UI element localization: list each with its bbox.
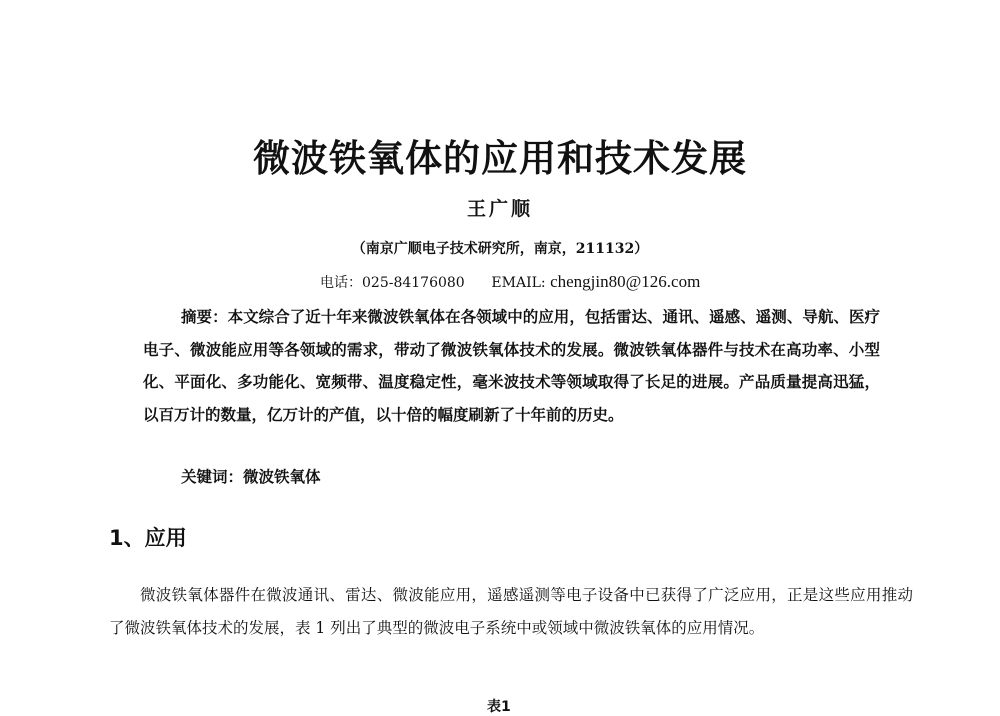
author-name: 王广顺: [466, 198, 533, 220]
section-paragraph: 微波铁氧体器件在微波通讯、雷达、微波能应用，遥感遥测等电子设备中已获得了广泛应用，正是这些应用推动了微波铁氧体技术的发展，表 1 列出了典型的微波电子系统中或领域中微波铁氧体的应用情况。: [109, 586, 913, 637]
table-caption: 表1: [487, 699, 511, 715]
contact-line: [320, 272, 700, 292]
email-label: EMAIL:: [491, 275, 546, 291]
keywords-text: 微波铁氧体: [243, 467, 321, 486]
keywords: [181, 465, 321, 487]
abstract-text: 本文综合了近十年来微波铁氧体在各领域中的应用，包括雷达、通讯、遥感、遥测、导航、医疗电子、微波能应用等各领域的需求，带动了微波铁氧体技术的发展。微波铁氧体器件与技术在高功率、小型化、平面化、多功能化、宽频带、温度稳定性，毫米波技术等领域取得了长足的进展。产品质量提高迅猛，以百万计的数量，亿万计的产值，以十倍的幅度刷新了十年前的历史。: [143, 307, 880, 424]
section-heading: 1、应用: [109, 526, 187, 550]
abstract-label: 摘要：: [181, 308, 228, 326]
keywords-label: 关键词：: [181, 468, 244, 486]
phone-label: 电话：: [320, 275, 362, 291]
email-address: chengjin80@126.com: [550, 272, 701, 291]
paper-title: 微波铁氧体的应用和技术发展: [253, 137, 747, 180]
phone-number: 025-84176080: [362, 275, 465, 291]
affiliation: （南京广顺电子技术研究所，南京，211132）: [351, 241, 649, 257]
abstract: [143, 301, 880, 431]
